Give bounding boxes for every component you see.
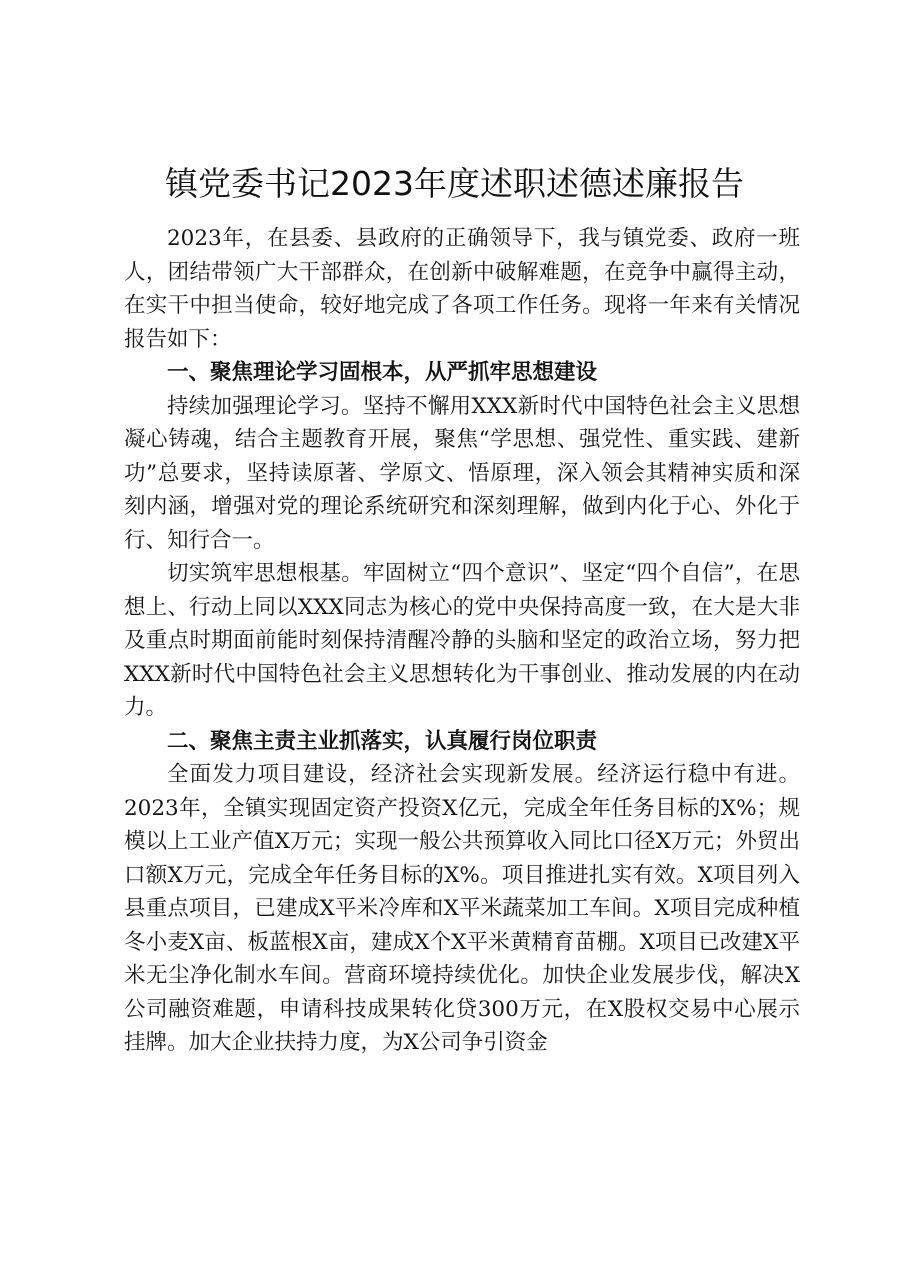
body-paragraph: 全面发力项目建设，经济社会实现新发展。经济运行稳中有进。2023年，全镇实现固定资产投资X亿元，完成全年任务目标的X%；规模以上工业产值X万元；实现一般公共预算收入同比口径X万元；外贸出口额X万元，完成全年任务目标的X%。项目推进扎实有效。X项目列入县重点项目，已建成X平米冷库和X平米蔬菜加工车间。X项目完成种植冬小麦X亩、板蓝根X亩，建成X个X平米黄精育苗棚。X项目已改建X平米无尘净化制水车间。营商环境持续优化。加快企业发展步伐，解决X公司融资难题，申请科技成果转化贷300万元，在X股权交易中心展示挂牌。加大企业扶持力度，为X公司争引资金 bbox=[124, 762, 800, 1055]
document-body bbox=[124, 222, 800, 1060]
section-heading-2: 二、聚焦主责主业抓落实，认真履行岗位职责 bbox=[167, 728, 598, 754]
intro-paragraph: 2023年，在县委、县政府的正确领导下，我与镇党委、政府一班人，团结带领广大干部群众，在创新中破解难题，在竞争中赢得主动，在实干中担当使命，较好地完成了各项工作任务。现将一年来有关情况报告如下： bbox=[124, 226, 800, 352]
body-paragraph: 持续加强理论学习。坚持不懈用XXX新时代中国特色社会主义思想凝心铸魂，结合主题教育开展，聚焦“学思想、强党性、重实践、建新功”总要求，坚持读原著、学原文、悟原理，深入领会其精神实质和深刻内涵，增强对党的理论系统研究和深刻理解，做到内化于心、外化于行、知行合一。 bbox=[124, 393, 800, 553]
body-paragraph: 切实筑牢思想根基。牢固树立“四个意识”、坚定“四个自信”，在思想上、行动上同以XXX同志为核心的党中央保持高度一致，在大是大非及重点时期面前能时刻保持清醒冷静的头脑和坚定的政治立场，努力把XXX新时代中国特色社会主义思想转化为干事创业、推动发展的内在动力。 bbox=[124, 561, 800, 720]
document-title: 镇党委书记2023年度述职述德述廉报告 bbox=[165, 164, 744, 203]
section-heading-1: 一、聚焦理论学习固根本，从严抓牢思想建设 bbox=[167, 360, 598, 385]
